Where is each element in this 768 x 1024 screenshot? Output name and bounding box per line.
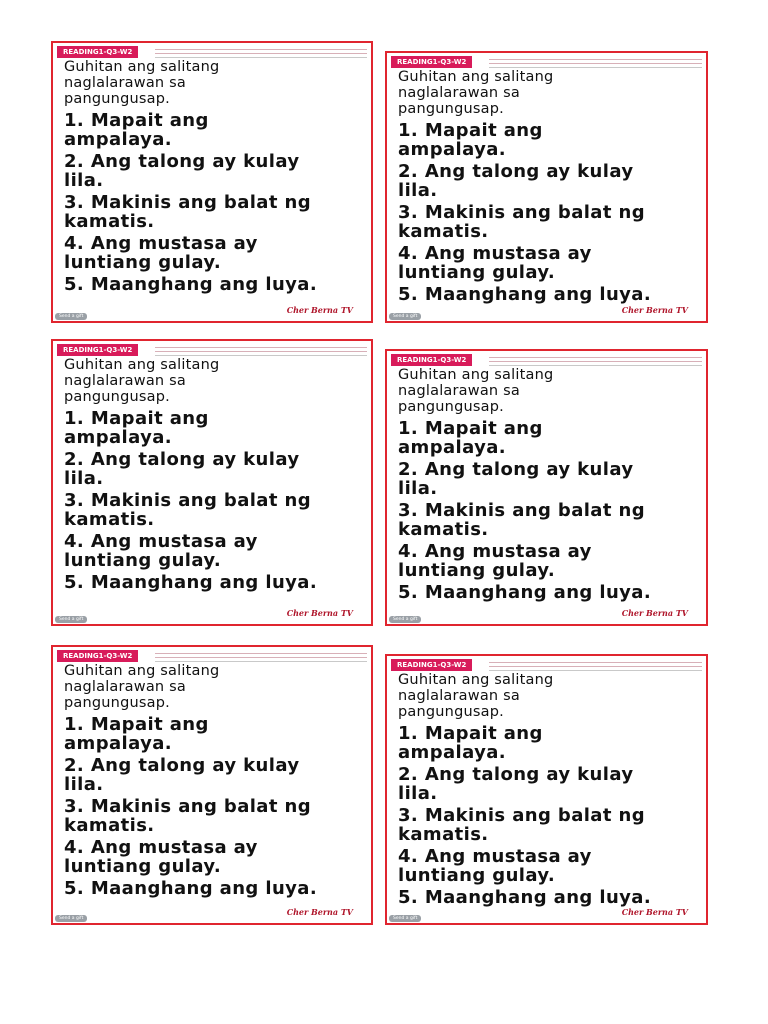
header-rule xyxy=(155,657,367,658)
item-line: 2. Ang talong ay kulay xyxy=(398,764,634,785)
item-line: luntiang gulay. xyxy=(398,865,556,886)
sentence-item-3 xyxy=(64,797,364,835)
instruction-line: naglalarawan sa xyxy=(398,688,520,704)
sentence-item-5 xyxy=(64,275,364,294)
instruction-text xyxy=(398,672,688,720)
header-rule xyxy=(489,666,702,667)
instruction-line: Guhitan ang salitang xyxy=(64,357,220,373)
instruction-line: naglalarawan sa xyxy=(398,383,520,399)
card-header xyxy=(391,659,702,671)
card-header xyxy=(57,46,367,58)
instruction-text xyxy=(398,69,688,117)
brand-label: Cher Berna TV xyxy=(621,305,688,315)
sentence-item-5 xyxy=(64,879,364,898)
instruction-line: Guhitan ang salitang xyxy=(398,367,554,383)
sentence-item-5 xyxy=(398,285,698,304)
item-line: lila. xyxy=(398,783,438,804)
lesson-tag: READING1-Q3-W2 xyxy=(57,344,138,356)
instruction-line: pangungusap. xyxy=(398,101,504,117)
send-gift-button[interactable]: Send a gift xyxy=(55,313,87,320)
sentence-item-4 xyxy=(64,234,364,272)
brand-label: Cher Berna TV xyxy=(286,305,353,315)
send-gift-button[interactable]: Send a gift xyxy=(55,616,87,623)
card-header xyxy=(57,650,367,662)
sentence-list xyxy=(398,724,698,910)
header-rule xyxy=(155,53,367,54)
sentence-item-4 xyxy=(398,244,698,282)
sentence-item-3 xyxy=(398,501,698,539)
item-line: kamatis. xyxy=(398,221,489,242)
sentence-item-1 xyxy=(64,409,364,447)
item-line: 3. Makinis ang balat ng xyxy=(64,796,312,817)
instruction-line: Guhitan ang salitang xyxy=(398,69,554,85)
sentence-list xyxy=(398,121,698,307)
instruction-text xyxy=(64,663,354,711)
header-rule xyxy=(155,57,367,58)
item-line: kamatis. xyxy=(64,815,155,836)
item-line: 1. Mapait ang xyxy=(398,120,543,141)
item-line: ampalaya. xyxy=(64,129,173,150)
sentence-item-4 xyxy=(398,542,698,580)
worksheet-card xyxy=(385,349,708,626)
brand-label: Cher Berna TV xyxy=(621,907,688,917)
item-line: 2. Ang talong ay kulay xyxy=(64,449,300,470)
header-rule xyxy=(155,347,367,348)
item-line: ampalaya. xyxy=(398,139,507,160)
instruction-line: pangungusap. xyxy=(64,695,170,711)
brand-label: Cher Berna TV xyxy=(621,608,688,618)
item-line: ampalaya. xyxy=(64,427,173,448)
instruction-line: Guhitan ang salitang xyxy=(64,59,220,75)
worksheet-card xyxy=(51,339,373,626)
item-line: 3. Makinis ang balat ng xyxy=(398,202,646,223)
item-line: kamatis. xyxy=(398,519,489,540)
header-rule xyxy=(489,63,702,64)
instruction-line: Guhitan ang salitang xyxy=(64,663,220,679)
item-line: luntiang gulay. xyxy=(64,856,222,877)
item-line: 5. Maanghang ang luya. xyxy=(398,582,652,603)
sentence-item-1 xyxy=(64,715,364,753)
sentence-item-4 xyxy=(64,532,364,570)
header-rule xyxy=(489,361,702,362)
item-line: 5. Maanghang ang luya. xyxy=(398,284,652,305)
send-gift-button[interactable]: Send a gift xyxy=(389,616,421,623)
worksheet-card xyxy=(51,41,373,323)
lesson-tag: READING1-Q3-W2 xyxy=(57,46,138,58)
item-line: luntiang gulay. xyxy=(64,550,222,571)
sentence-item-1 xyxy=(398,419,698,457)
sentence-item-2 xyxy=(398,460,698,498)
item-line: lila. xyxy=(398,180,438,201)
item-line: lila. xyxy=(64,468,104,489)
sentence-item-3 xyxy=(64,193,364,231)
item-line: kamatis. xyxy=(64,211,155,232)
instruction-line: Guhitan ang salitang xyxy=(398,672,554,688)
lesson-tag: READING1-Q3-W2 xyxy=(57,650,138,662)
brand-label: Cher Berna TV xyxy=(286,608,353,618)
instruction-line: naglalarawan sa xyxy=(64,75,186,91)
item-line: 1. Mapait ang xyxy=(64,408,209,429)
instruction-text xyxy=(64,59,354,107)
item-line: ampalaya. xyxy=(398,437,507,458)
header-rule xyxy=(155,355,367,356)
item-line: 1. Mapait ang xyxy=(64,714,209,735)
sentence-list xyxy=(64,715,364,901)
worksheet-card xyxy=(385,654,708,925)
header-rule xyxy=(489,357,702,358)
item-line: 1. Mapait ang xyxy=(398,418,543,439)
card-header xyxy=(391,56,702,68)
item-line: 4. Ang mustasa ay xyxy=(398,541,592,562)
instruction-line: naglalarawan sa xyxy=(64,679,186,695)
item-line: ampalaya. xyxy=(64,733,173,754)
item-line: ampalaya. xyxy=(398,742,507,763)
sentence-item-2 xyxy=(64,152,364,190)
item-line: 4. Ang mustasa ay xyxy=(398,243,592,264)
sentence-item-4 xyxy=(398,847,698,885)
item-line: 3. Makinis ang balat ng xyxy=(64,192,312,213)
card-header xyxy=(391,354,702,366)
item-line: kamatis. xyxy=(64,509,155,530)
header-rule xyxy=(489,365,702,366)
sentence-item-5 xyxy=(398,583,698,602)
lesson-tag: READING1-Q3-W2 xyxy=(391,659,472,671)
item-line: lila. xyxy=(64,774,104,795)
card-header xyxy=(57,344,367,356)
instruction-line: pangungusap. xyxy=(398,704,504,720)
sentence-item-5 xyxy=(64,573,364,592)
item-line: 2. Ang talong ay kulay xyxy=(64,151,300,172)
send-gift-button[interactable]: Send a gift xyxy=(389,313,421,320)
send-gift-button[interactable]: Send a gift xyxy=(55,915,87,922)
header-rule xyxy=(489,67,702,68)
sentence-item-3 xyxy=(398,203,698,241)
item-line: 2. Ang talong ay kulay xyxy=(398,161,634,182)
brand-label: Cher Berna TV xyxy=(286,907,353,917)
header-rule xyxy=(155,661,367,662)
item-line: kamatis. xyxy=(398,824,489,845)
item-line: 3. Makinis ang balat ng xyxy=(398,805,646,826)
sentence-item-1 xyxy=(398,121,698,159)
item-line: luntiang gulay. xyxy=(398,560,556,581)
item-line: 4. Ang mustasa ay xyxy=(64,531,258,552)
instruction-text xyxy=(398,367,688,415)
item-line: lila. xyxy=(398,478,438,499)
header-rule xyxy=(155,49,367,50)
sentence-item-2 xyxy=(398,162,698,200)
sentence-list xyxy=(64,409,364,595)
instruction-text xyxy=(64,357,354,405)
instruction-line: pangungusap. xyxy=(64,91,170,107)
item-line: 5. Maanghang ang luya. xyxy=(64,572,318,593)
instruction-line: naglalarawan sa xyxy=(398,85,520,101)
item-line: 2. Ang talong ay kulay xyxy=(398,459,634,480)
header-rule xyxy=(155,351,367,352)
sentence-item-1 xyxy=(398,724,698,762)
sentence-item-5 xyxy=(398,888,698,907)
item-line: 5. Maanghang ang luya. xyxy=(64,274,318,295)
instruction-line: pangungusap. xyxy=(398,399,504,415)
item-line: lila. xyxy=(64,170,104,191)
lesson-tag: READING1-Q3-W2 xyxy=(391,56,472,68)
item-line: 3. Makinis ang balat ng xyxy=(398,500,646,521)
header-rule xyxy=(489,662,702,663)
item-line: 3. Makinis ang balat ng xyxy=(64,490,312,511)
item-line: 1. Mapait ang xyxy=(64,110,209,131)
sentence-item-3 xyxy=(398,806,698,844)
item-line: 4. Ang mustasa ay xyxy=(64,233,258,254)
item-line: luntiang gulay. xyxy=(398,262,556,283)
item-line: 4. Ang mustasa ay xyxy=(64,837,258,858)
item-line: 5. Maanghang ang luya. xyxy=(398,887,652,908)
item-line: 2. Ang talong ay kulay xyxy=(64,755,300,776)
sentence-item-2 xyxy=(64,450,364,488)
sentence-item-3 xyxy=(64,491,364,529)
sentence-item-2 xyxy=(64,756,364,794)
sentence-item-1 xyxy=(64,111,364,149)
instruction-line: naglalarawan sa xyxy=(64,373,186,389)
item-line: 5. Maanghang ang luya. xyxy=(64,878,318,899)
header-rule xyxy=(489,670,702,671)
header-rule xyxy=(489,59,702,60)
sentence-list xyxy=(64,111,364,297)
item-line: 1. Mapait ang xyxy=(398,723,543,744)
worksheet-card xyxy=(51,645,373,925)
item-line: 4. Ang mustasa ay xyxy=(398,846,592,867)
sentence-list xyxy=(398,419,698,605)
sentence-item-4 xyxy=(64,838,364,876)
header-rule xyxy=(155,653,367,654)
send-gift-button[interactable]: Send a gift xyxy=(389,915,421,922)
item-line: luntiang gulay. xyxy=(64,252,222,273)
sentence-item-2 xyxy=(398,765,698,803)
lesson-tag: READING1-Q3-W2 xyxy=(391,354,472,366)
instruction-line: pangungusap. xyxy=(64,389,170,405)
worksheet-card xyxy=(385,51,708,323)
